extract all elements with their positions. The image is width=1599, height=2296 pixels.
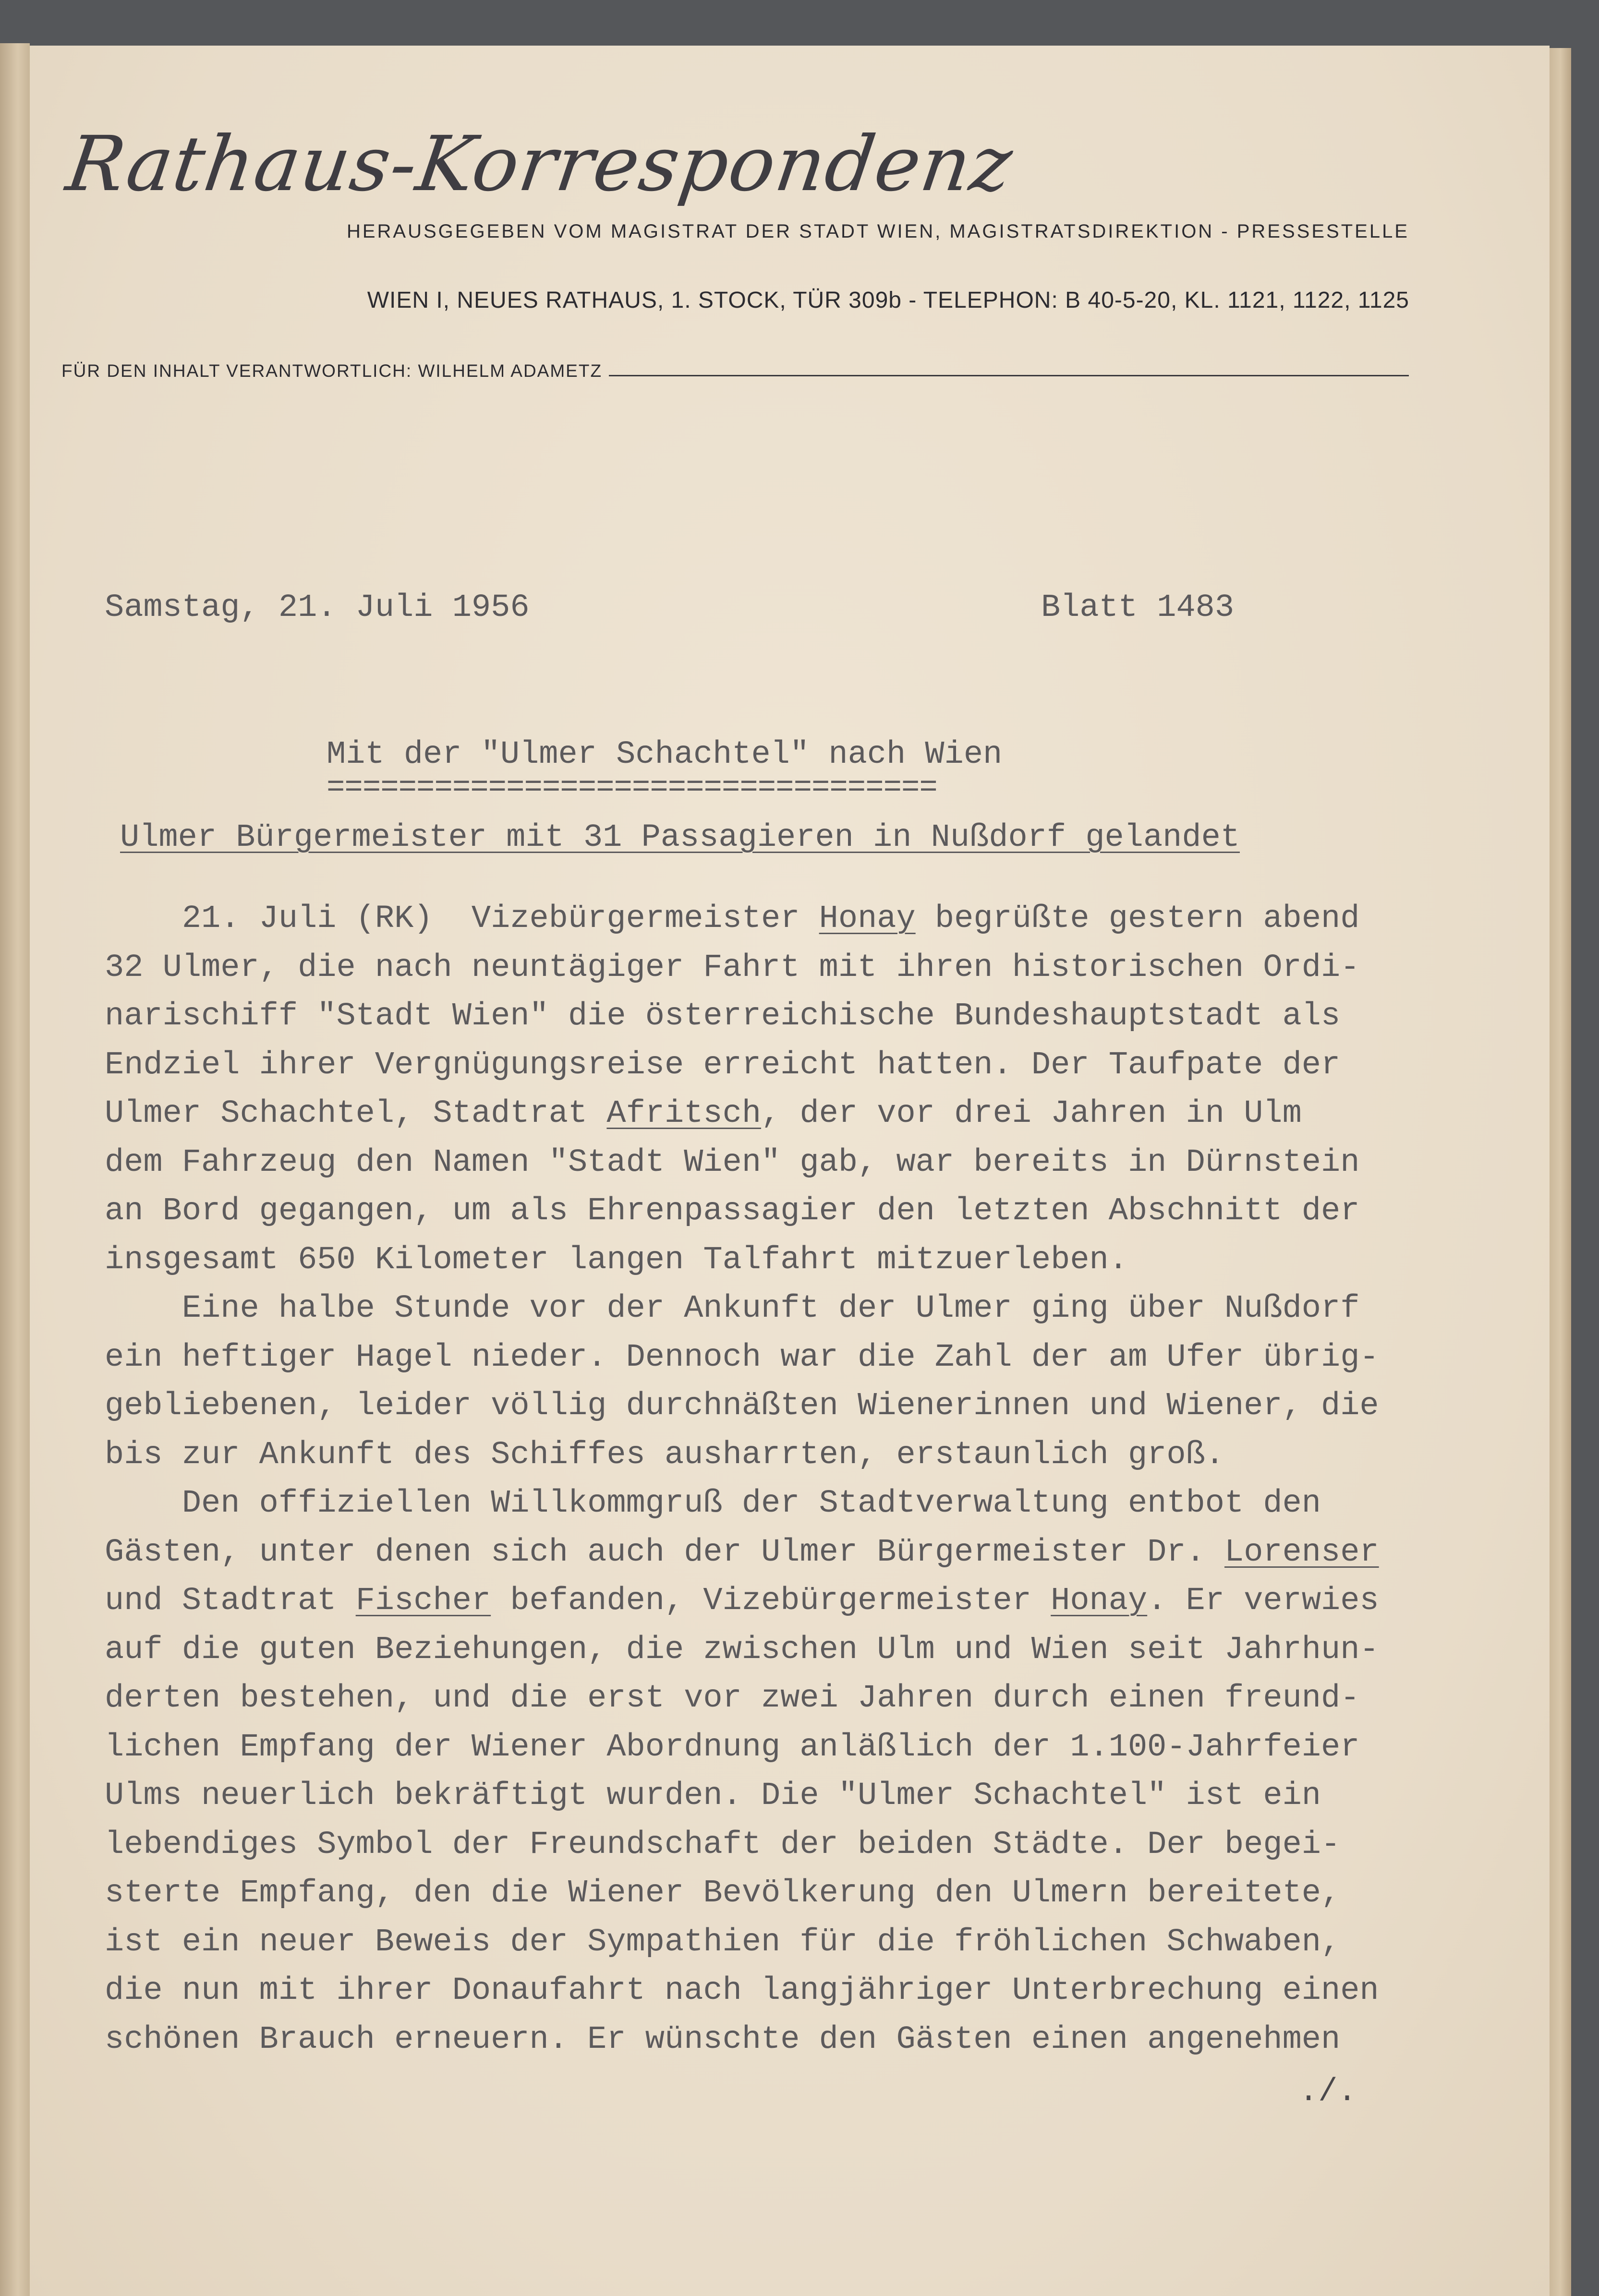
body-line <box>105 998 1340 1034</box>
body-text: dem Fahrzeug den Namen "Stadt Wien" gab, war bereits in Dürnstein <box>105 1144 1360 1181</box>
body-line <box>105 1583 1379 1619</box>
body-line <box>105 901 1359 937</box>
body-text: Den offiziellen Willkommgruß der Stadtverwaltung entbot den <box>105 1485 1321 1522</box>
body-text: ein heftiger Hagel nieder. Dennoch war die Zahl der am Ufer übrig- <box>105 1339 1379 1376</box>
body-text: , der vor drei Jahren in Ulm <box>761 1095 1302 1132</box>
underlined-name: Honay <box>1051 1583 1148 1619</box>
book-gutter-left <box>0 43 30 2296</box>
body-text: sterte Empfang, den die Wiener Bevölkerung den Ulmern bereitete, <box>105 1875 1341 1911</box>
body-text: auf die guten Beziehungen, die zwischen Ulm und Wien seit Jahrhun- <box>105 1631 1379 1668</box>
body-line <box>105 1095 1302 1132</box>
body-text: insgesamt 650 Kilometer langen Talfahrt mitzuerleben. <box>105 1241 1128 1278</box>
body-text: gebliebenen, leider völlig durchnäßten Wienerinnen und Wiener, die <box>105 1388 1379 1424</box>
body-text: lebendiges Symbol der Freundschaft der beiden Städte. Der begei- <box>105 1826 1341 1863</box>
masthead-rule <box>609 375 1409 376</box>
sheet-number: Blatt 1483 <box>1041 589 1235 626</box>
body-text: Eine halbe Stunde vor der Ankunft der Ulmer ging über Nußdorf <box>105 1290 1360 1327</box>
body-text: lichen Empfang der Wiener Abordnung anläßlich der 1.100-Jahrfeier <box>105 1729 1360 1766</box>
body-line <box>105 1242 1128 1278</box>
body-text: 32 Ulmer, die nach neuntägiger Fahrt mit ihren historischen Ordi- <box>105 949 1360 986</box>
body-line <box>105 1729 1359 1766</box>
underlined-name: Honay <box>819 901 916 937</box>
body-text: ist ein neuer Beweis der Sympathien für die fröhlichen Schwaben, <box>105 1923 1341 1960</box>
body-text: befanden, Vizebürgermeister <box>491 1583 1051 1619</box>
body-line <box>105 1485 1321 1522</box>
body-line <box>105 1827 1340 1863</box>
body-text: die nun mit ihrer Donaufahrt nach langjähriger Unterbrechung einen <box>105 1972 1379 2009</box>
body-line <box>105 1047 1340 1083</box>
body-line <box>105 1632 1379 1668</box>
underlined-name: Lorenser <box>1224 1534 1379 1571</box>
masthead-responsible: FÜR DEN INHALT VERANTWORTLICH: WILHELM ADAMETZ <box>61 361 603 381</box>
masthead-address: WIEN I, NEUES RATHAUS, 1. STOCK, TÜR 309b - TELEPHON: B 40-5-20, KL. 1121, 1122, 1125 <box>367 288 1409 313</box>
masthead-responsible-row <box>61 361 1409 381</box>
body-text: narischiff "Stadt Wien" die österreichische Bundeshauptstadt als <box>105 998 1341 1034</box>
body-text: Ulms neuerlich bekräftigt wurden. Die "Ulmer Schachtel" ist ein <box>105 1778 1321 1814</box>
body-text: Endziel ihrer Vergnügungsreise erreicht hatten. Der Taufpate der <box>105 1046 1341 1083</box>
body-line <box>105 950 1359 986</box>
body-text: und Stadtrat <box>105 1583 356 1619</box>
body-line <box>105 2021 1340 2058</box>
body-text: an Bord gegangen, um als Ehrenpassagier den letzten Abschnitt der <box>105 1193 1360 1229</box>
body-text: begrüßte gestern abend <box>915 901 1360 937</box>
article-title: Mit der "Ulmer Schachtel" nach Wien <box>327 736 1003 773</box>
body-line <box>105 1339 1379 1376</box>
body-line <box>105 1437 1224 1473</box>
body-text: 21. Juli (RK) Vizebürgermeister <box>105 901 819 937</box>
page-edge-right <box>1550 48 1571 2296</box>
article-subtitle: Ulmer Bürgermeister mit 31 Passagieren in Nußdorf gelandet <box>120 819 1240 856</box>
article-title-rule: ================================== <box>327 771 937 805</box>
body-text: schönen Brauch erneuern. Er wünschte den Gästen einen angenehmen <box>105 2021 1341 2058</box>
underlined-name: Fischer <box>355 1583 491 1619</box>
body-line <box>105 1875 1340 1911</box>
body-line <box>105 1193 1359 1229</box>
body-line <box>105 1144 1359 1181</box>
body-line <box>105 1388 1379 1424</box>
body-line <box>105 1972 1379 2009</box>
masthead-publisher: HERAUSGEGEBEN VOM MAGISTRAT DER STADT WIEN, MAGISTRATSDIREKTION - PRESSESTELLE <box>346 221 1409 242</box>
body-line <box>105 1924 1340 1960</box>
body-line <box>105 1778 1321 1814</box>
body-text: bis zur Ankunft des Schiffes ausharrten, erstaunlich groß. <box>105 1436 1224 1473</box>
underlined-name: Afritsch <box>606 1095 762 1132</box>
masthead-title: Rathaus-Korrespondenz <box>61 120 1018 208</box>
body-text: . Er verwies <box>1147 1583 1379 1619</box>
body-text: Ulmer Schachtel, Stadtrat <box>105 1095 607 1132</box>
body-line <box>105 1680 1359 1717</box>
body-text: derten bestehen, und die erst vor zwei Jahren durch einen freund- <box>105 1680 1360 1717</box>
body-line <box>105 1534 1379 1571</box>
document-date: Samstag, 21. Juli 1956 <box>105 589 530 626</box>
body-line <box>105 1290 1359 1327</box>
continuation-mark: ./. <box>1299 2074 1357 2110</box>
body-text: Gästen, unter denen sich auch der Ulmer Bürgermeister Dr. <box>105 1534 1224 1571</box>
